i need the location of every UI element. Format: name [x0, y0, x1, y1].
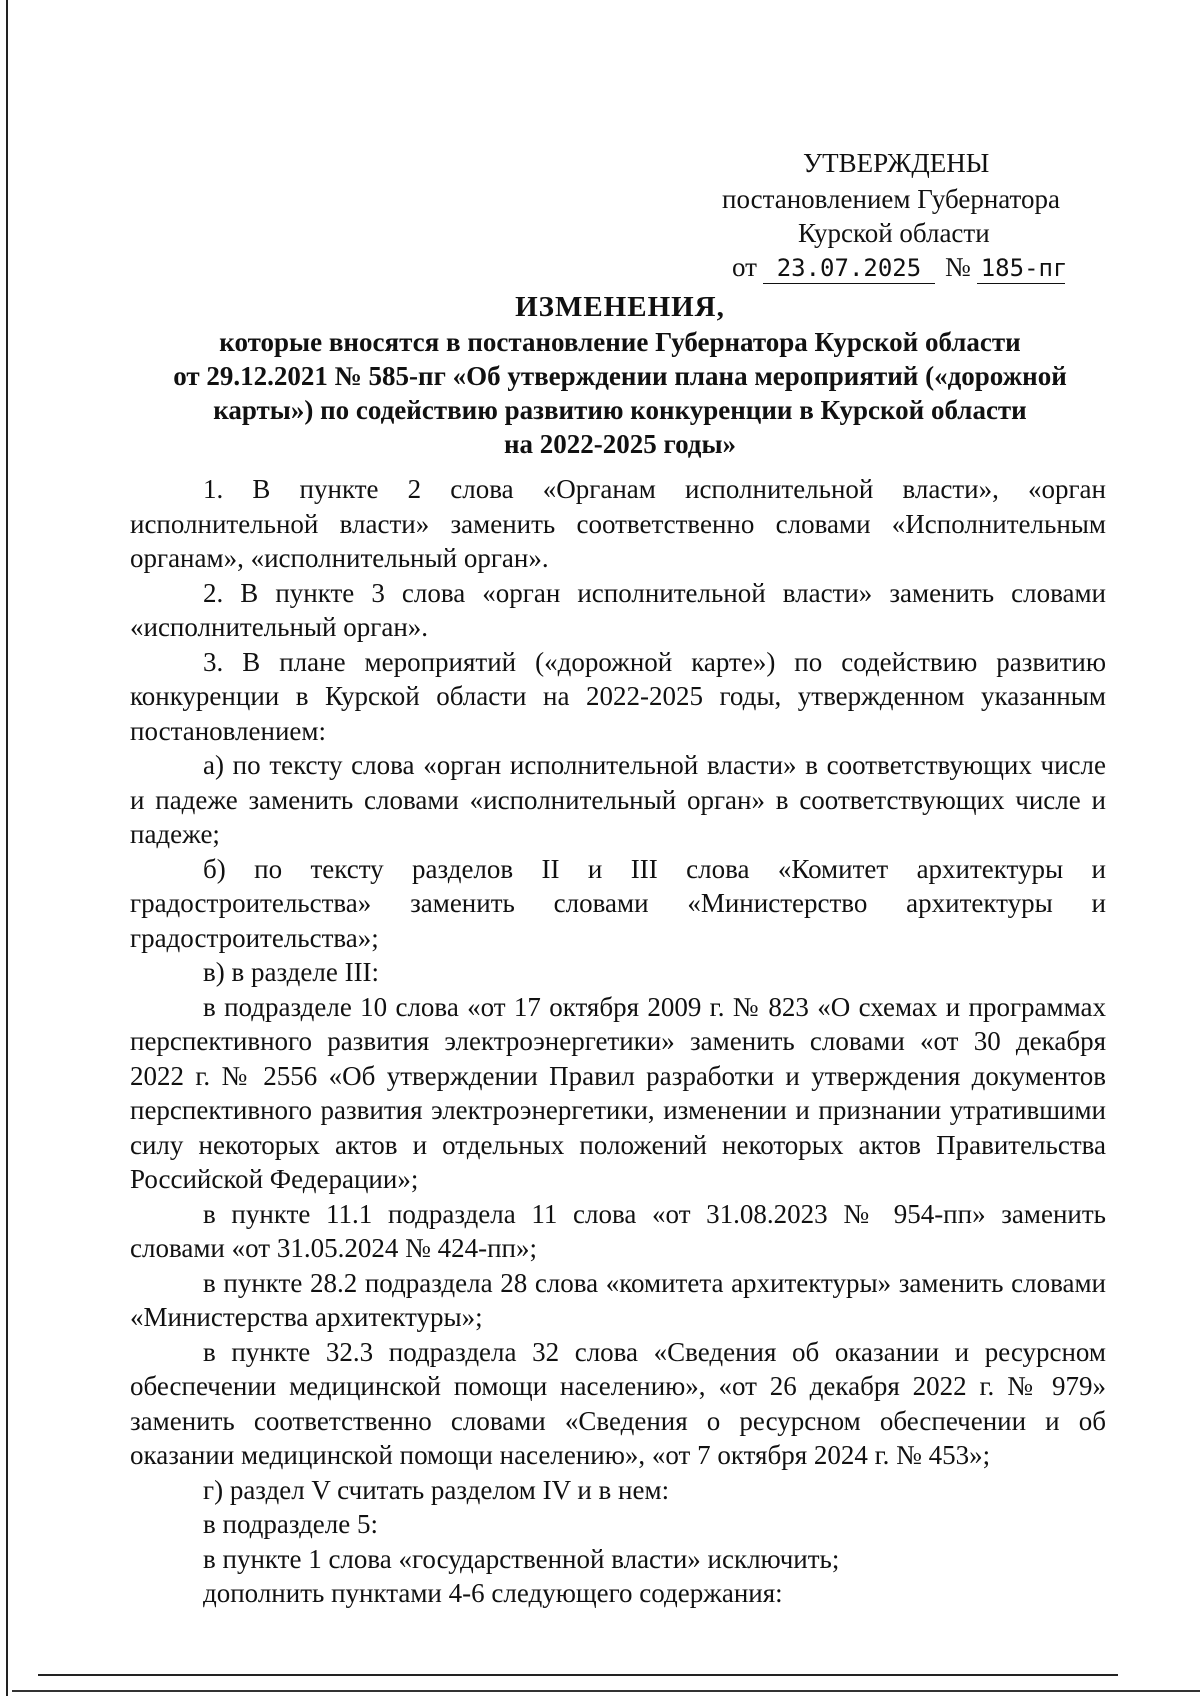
- scan-edge-left: [6, 0, 8, 1696]
- paragraph-3g: г) раздел V считать разделом IV и в нем:: [203, 1474, 670, 1505]
- paragraph-add-items: дополнить пунктами 4-6 следующего содержания:: [203, 1578, 783, 1608]
- scan-edge-bottom: [38, 1674, 1118, 1676]
- scan-edge-bottom-2: [12, 1690, 1200, 1692]
- paragraph-1: 1. В пункте 2 слова «Органам исполнительной власти», «орган исполнительной власти» заменить соответственно словами «Исполнительным органам», «исполнительный орган».: [130, 474, 1106, 573]
- document-title: [120, 290, 1120, 461]
- approval-title: УТВЕРЖДЕНЫ: [803, 148, 990, 178]
- approval-number: 185-пг: [977, 253, 1065, 284]
- document-body: [130, 472, 1106, 1611]
- title-main: ИЗМЕНЕНИЯ,: [515, 291, 725, 323]
- paragraph-item-32-3: в пункте 32.3 подраздела 32 слова «Сведения об оказании и ресурсном обеспечении медицинской помощи населению», «от 26 декабря 2022 г. № 979» заменить соответственно словами «Сведения о ресурсном обеспечении и об оказании медицинской помощи населению», «от 7 октября 2024 г. № 453»;: [130, 1336, 1106, 1470]
- paragraph-3b: б) по тексту разделов II и III слова «Комитет архитектуры и градостроительства» заменить словами «Министерство архитектуры и градостроительства»;: [130, 853, 1106, 953]
- title-line-2: от 29.12.2021 № 585-пг «Об утверждении плана мероприятий («дорожной: [173, 361, 1067, 391]
- number-prefix: №: [944, 252, 971, 282]
- paragraph-subsection-10: в подразделе 10 слова «от 17 октября 2009 г. № 823 «О схемах и программах перспективного развития электроэнергетики» заменить словами «от 30 декабря 2022 г. № 2556 «Об утверждении Правил разработки и утверждения документов перспективного развития электроэнергетики, изменении и признании утратившими силу некоторых актов и отдельных положений некоторых актов Правительства Российской Федерации»;: [130, 991, 1106, 1194]
- approval-date: 23.07.2025: [763, 253, 935, 284]
- title-line-3: карты») по содействию развитию конкуренции в Курской области: [213, 395, 1027, 425]
- approval-line-1: постановлением Губернатора: [722, 184, 1060, 214]
- paragraph-subsection-5: в подразделе 5:: [203, 1509, 378, 1539]
- title-line-4: на 2022-2025 годы»: [503, 429, 737, 459]
- paragraph-2: 2. В пункте 3 слова «орган исполнительной власти» заменить словами «исполнительный орган».: [130, 577, 1106, 642]
- approval-date-row: [732, 250, 1068, 285]
- approval-line-2: Курской области: [798, 218, 990, 248]
- paragraph-item-11-1: в пункте 11.1 подраздела 11 слова «от 31.08.2023 № 954-пп» заменить словами «от 31.05.2024 № 424-пп»;: [130, 1198, 1106, 1263]
- title-line-1: которые вносятся в постановление Губернатора Курской области: [219, 327, 1021, 357]
- date-prefix: от: [732, 252, 757, 282]
- paragraph-3: 3. В плане мероприятий («дорожной карте») по содействию развитию конкуренции в Курской области на 2022-2025 годы, утвержденном указанным постановлением:: [130, 646, 1106, 746]
- paragraph-item-1: в пункте 1 слова «государственной власти» исключить;: [203, 1543, 840, 1574]
- paragraph-3a: а) по тексту слова «орган исполнительной власти» в соответствующих числе и падеже заменить словами «исполнительный орган» в соответствующих числе и падеже;: [130, 750, 1106, 849]
- paragraph-item-28-2: в пункте 28.2 подраздела 28 слова «комитета архитектуры» заменить словами «Министерства архитектуры»;: [130, 1267, 1106, 1332]
- paragraph-3v: в) в разделе III:: [203, 957, 380, 987]
